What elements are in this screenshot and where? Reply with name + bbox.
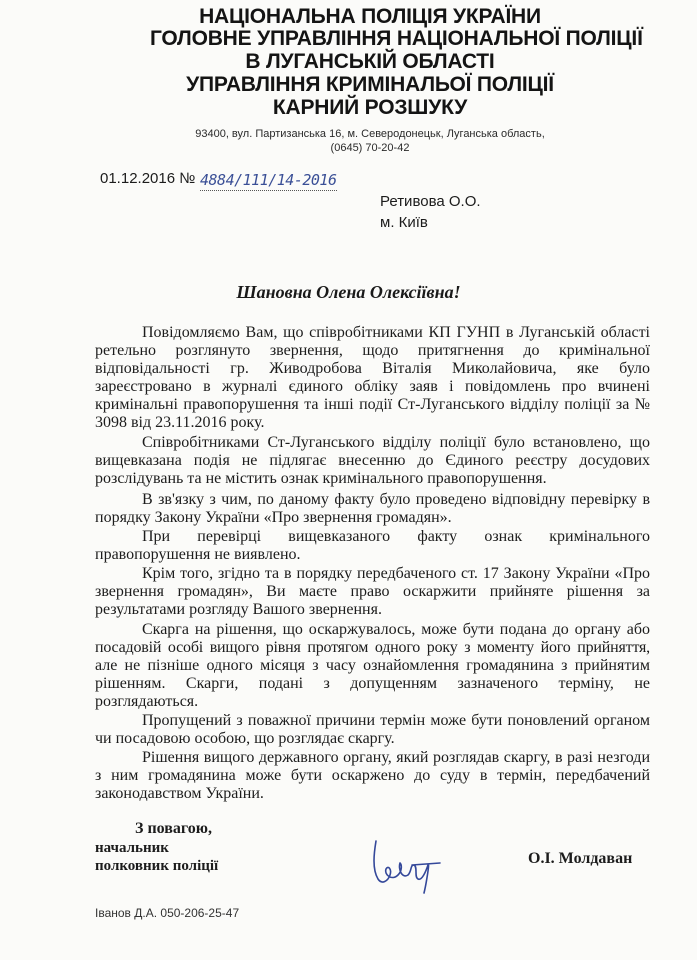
body-line: з ним громадянина може бути оскаржено до суду в термін, передбачений	[95, 767, 650, 784]
closing-position-2: полковник поліції	[95, 858, 219, 874]
date-number: 01.12.2016 №	[100, 170, 196, 187]
body-line: Співробітниками Ст-Луганського відділу поліції було встановлено, що	[142, 434, 650, 451]
body-line: посадовій особі вищого рівня протягом одного року з моменту його прийняття,	[95, 639, 650, 656]
body-line: Крім того, згідно та в порядку передбаченого ст. 17 Закону України «Про	[142, 565, 650, 582]
body-line: В зв'язку з чим, по даному факту було проведено відповідну перевірку в	[142, 491, 650, 508]
recipient-city: м. Київ	[380, 214, 428, 231]
body-line: кримінальні правопорушення та інші події Ст-Луганського відділу поліції за №	[95, 396, 650, 413]
header-line-2: ГОЛОВНЕ УПРАВЛІННЯ НАЦІОНАЛЬНОЇ ПОЛІЦІЇ	[150, 27, 643, 50]
closing-regards: З повагою,	[135, 820, 212, 837]
body-line: порядку Закону України «Про звернення громадян».	[95, 509, 452, 526]
closing-position-1: начальник	[95, 840, 169, 856]
body-line: 3098 від 23.11.2016 року.	[95, 414, 265, 431]
body-line: Скарга на рішення, що оскаржувалось, може бути подана до органу або	[142, 621, 650, 638]
signatory-name: О.І. Молдаван	[528, 850, 633, 867]
handwritten-reg-number: 4884/111/14-2016	[200, 171, 337, 189]
signature-icon	[368, 835, 448, 897]
body-line: ретельно розглянуто звернення, щодо притягнення до кримінальної	[95, 342, 650, 359]
body-line: відповідальності гр. Живодробова Віталія Миколайовича, яке було	[95, 360, 650, 377]
body-line: але не пізніше одного місяця з часу ознайомлення громадянина з прийнятим	[95, 657, 650, 674]
recipient-name: Ретивова О.О.	[380, 193, 481, 210]
body-line: вищевказана подія не підлягає внесенню до Єдиного реєстру досудових	[95, 452, 650, 469]
body-line: звернення громадян», Ви маєте право оскаржити прийняте рішення за	[95, 583, 650, 600]
body-line: Повідомляємо Вам, що співробітниками КП ГУНП в Луганській області	[142, 324, 650, 341]
greeting: Шановна Олена Олексіївна!	[236, 282, 461, 302]
header-line-1: НАЦІОНАЛЬНА ПОЛІЦІЯ УКРАЇНИ	[199, 5, 541, 28]
header-line-4: УПРАВЛІННЯ КРИМІНАЛЬОЇ ПОЛІЦІЇ	[186, 73, 554, 96]
body-line: При перевірці вищевказаного факту ознак кримінального	[142, 528, 650, 545]
body-line: зареєстровано в журналі єдиного обліку заяв і повідомлень про вчинені	[95, 378, 650, 395]
body-line: рішенням. Скарги, подані з допущенням зазначеного терміну, не	[95, 675, 650, 692]
body-line: Пропущений з поважної причини термін може бути поновлений органом	[142, 712, 650, 729]
header-line-5: КАРНИЙ РОЗШУКУ	[272, 96, 468, 119]
header-address: 93400, вул. Партизанська 16, м. Северодонецьк, Луганська область,	[195, 128, 545, 140]
body-line: результатами розгляду Вашого звернення.	[95, 601, 382, 618]
header-phone: (0645) 70-20-42	[330, 142, 410, 154]
body-line: правопорушення не виявлено.	[95, 546, 301, 563]
body-line: законодавством України.	[95, 785, 264, 802]
executor-contact: Іванов Д.А. 050-206-25-47	[95, 906, 240, 920]
body-line: розглядаються.	[95, 693, 199, 710]
body-line: розслідувань та не містить ознак кримінального правопорушення.	[95, 470, 547, 487]
body-line: чи посадовою особою, що розглядає скаргу.	[95, 730, 395, 747]
body-line: Рішення вищого державного органу, який розглядав скаргу, в разі незгоди	[142, 749, 650, 766]
header-line-3: В ЛУГАНСЬКІЙ ОБЛАСТІ	[245, 50, 495, 73]
